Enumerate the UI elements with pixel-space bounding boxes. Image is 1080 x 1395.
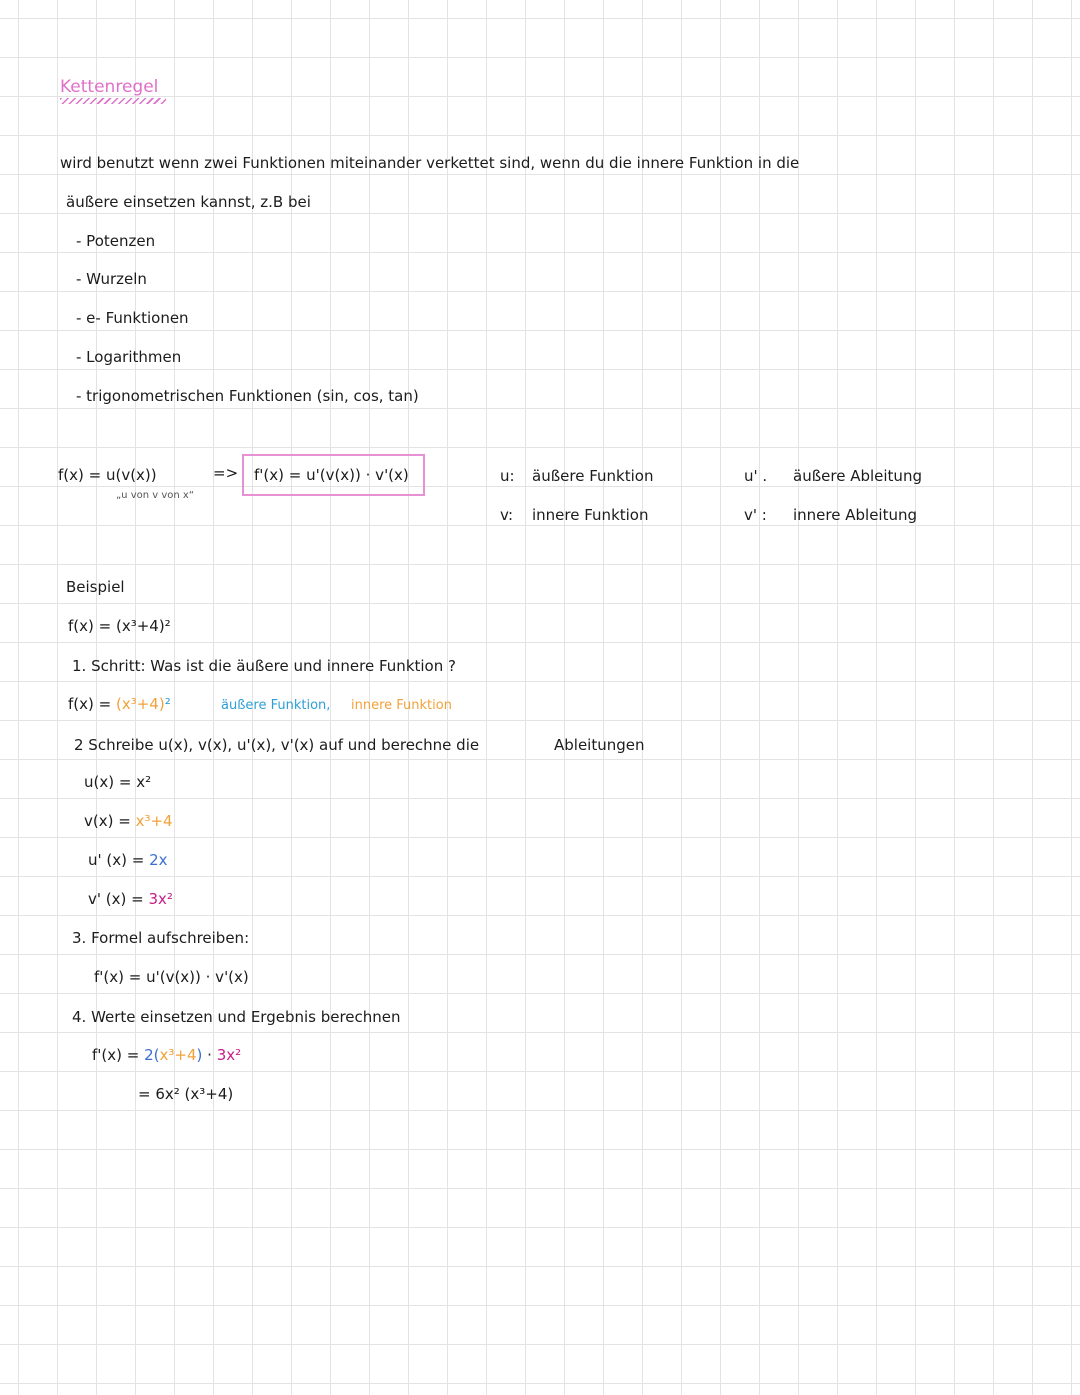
legend-v-text: innere Funktion: [532, 506, 649, 524]
step2-u-row: [84, 773, 151, 791]
rule-note: „u von v von x“: [116, 490, 194, 501]
step2-u-label: u(x) =: [84, 773, 137, 791]
step4-dot: ·: [202, 1046, 217, 1064]
list-item: - Wurzeln: [76, 270, 147, 288]
step2-dv-value: 3x²: [148, 890, 173, 908]
rule-arrow: =>: [213, 464, 239, 482]
list-item: - Logarithmen: [76, 348, 182, 366]
step4-outer-close: ): [196, 1046, 203, 1064]
legend-u-label: u:: [500, 467, 515, 485]
legend-du-text: äußere Ableitung: [793, 467, 922, 485]
step1-legend-inner: innere Funktion: [351, 698, 452, 713]
step4-result: = 6x² (x³+4): [138, 1085, 234, 1103]
step2-du-label: u' (x) =: [88, 851, 150, 869]
example-function: f(x) = (x³+4)²: [68, 617, 171, 635]
step2-title: 2 Schreibe u(x), v(x), u'(x), v'(x) auf und berechne die: [74, 736, 480, 754]
legend-dv-text: innere Ableitung: [793, 506, 918, 524]
list-item: - Potenzen: [76, 232, 156, 250]
legend-dv-label: v' :: [744, 506, 767, 524]
step4-outer-derivative: 2(: [144, 1046, 160, 1064]
step1-outer-part: ²: [164, 695, 171, 713]
step2-v-value: x³+4: [135, 812, 173, 830]
step2-title-end: Ableitungen: [554, 736, 645, 754]
step2-u-value: x²: [136, 773, 152, 791]
step2-du-value: 2x: [149, 851, 168, 869]
step4-title: 4. Werte einsetzen und Ergebnis berechnen: [72, 1008, 401, 1026]
step1-title: 1. Schritt: Was ist die äußere und innere Funktion ?: [72, 657, 456, 675]
step4-inner-function: x³+4: [159, 1046, 197, 1064]
list-item: - trigonometrischen Funktionen (sin, cos, tan): [76, 387, 419, 405]
example-heading: Beispiel: [66, 578, 125, 596]
step2-dv-label: v' (x) =: [88, 890, 149, 908]
step2-dv-row: [88, 890, 173, 908]
step1-function: [68, 695, 171, 713]
step3-formula: f'(x) = u'(v(x)) · v'(x): [94, 968, 249, 986]
step3-title: 3. Formel aufschreiben:: [72, 929, 250, 947]
title-underline: [60, 98, 166, 104]
rule-boxed-formula: f'(x) = u'(v(x)) · v'(x): [254, 466, 409, 484]
step1-inner-part: (x³+4): [115, 695, 165, 713]
page-title: Kettenregel: [60, 77, 159, 97]
step2-v-row: [84, 812, 173, 830]
step2-v-label: v(x) =: [84, 812, 136, 830]
list-item: - e- Funktionen: [76, 309, 189, 327]
step1-f-prefix: f(x) =: [68, 695, 116, 713]
step4-inner-derivative: 3x²: [216, 1046, 242, 1064]
rule-lhs: f(x) = u(v(x)): [58, 466, 157, 484]
step2-du-row: [88, 851, 168, 869]
intro-line-1: wird benutzt wenn zwei Funktionen miteinander verkettet sind, wenn du die innere Funktion in die: [60, 154, 800, 172]
legend-v-label: v:: [500, 506, 514, 524]
step4-line-1: [92, 1046, 241, 1064]
intro-line-2: äußere einsetzen kannst, z.B bei: [66, 193, 311, 211]
step1-legend-outer: äußere Funktion,: [221, 698, 331, 713]
step4-prefix: f'(x) =: [92, 1046, 145, 1064]
legend-du-label: u' .: [744, 467, 768, 485]
legend-u-text: äußere Funktion: [532, 467, 654, 485]
